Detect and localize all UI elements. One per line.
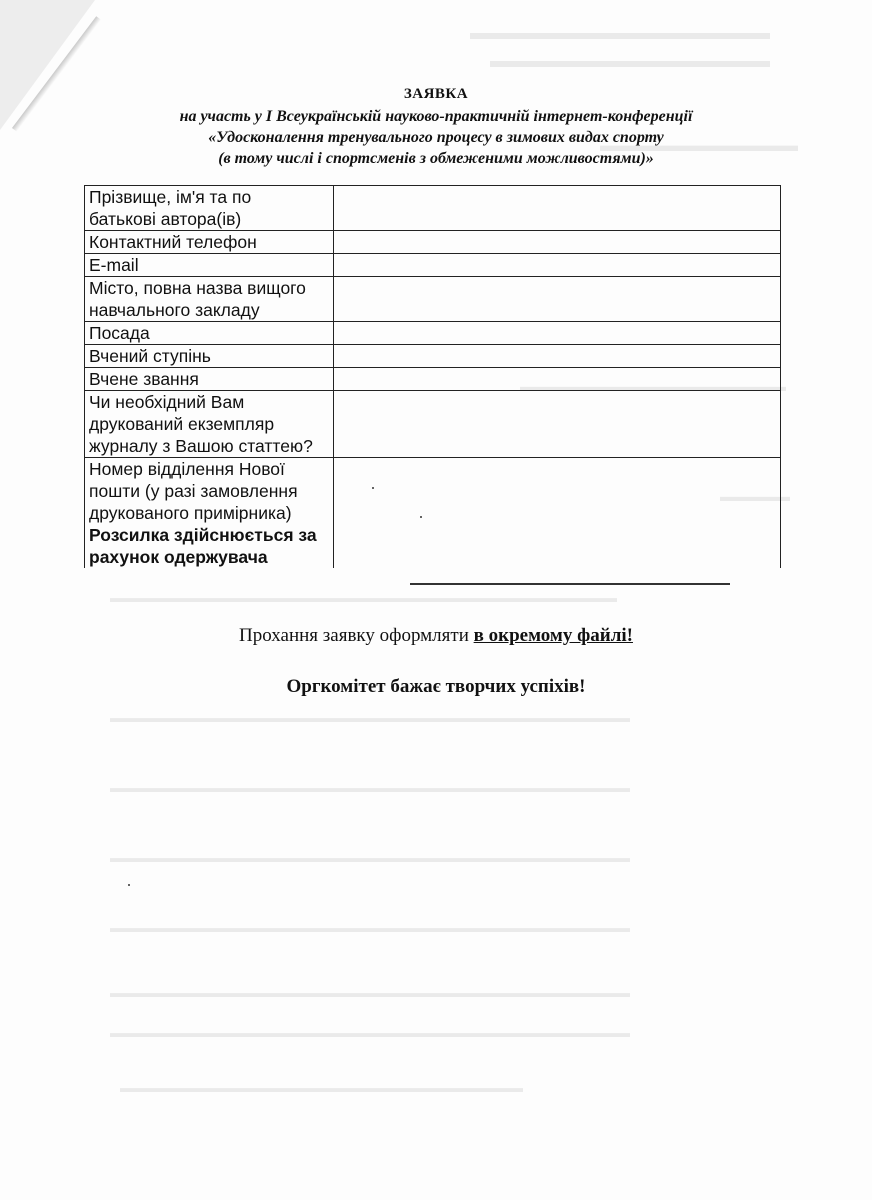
form-row xyxy=(85,368,781,391)
document-subtitle xyxy=(0,106,872,169)
label-line: Посада xyxy=(89,323,150,343)
table-bottom-line xyxy=(410,583,730,585)
label-line: Вчений ступінь xyxy=(89,346,211,366)
label-line: друкований екземпляр xyxy=(89,414,275,434)
document-title: ЗАЯВКА xyxy=(403,86,469,102)
subtitle-line: (в тому числі і спортсменів з обмеженими можливостями)» xyxy=(218,150,654,167)
speck xyxy=(420,516,422,518)
label-line: Прізвище, ім'я та по xyxy=(89,187,252,207)
speck xyxy=(128,884,130,886)
field-label xyxy=(85,254,334,277)
label-line: друкованого примірника) xyxy=(89,503,292,523)
label-line: пошти (у разі замовлення xyxy=(89,481,298,501)
field-label xyxy=(85,391,334,458)
shipping-note-line: рахунок одержувача xyxy=(89,547,268,567)
city-university-field[interactable] xyxy=(334,277,781,322)
file-instruction xyxy=(0,625,872,647)
academic-title-field[interactable] xyxy=(334,368,781,391)
academic-degree-field[interactable] xyxy=(334,345,781,368)
form-row xyxy=(85,322,781,345)
label-line: навчального закладу xyxy=(89,300,260,320)
author-name-field[interactable] xyxy=(334,186,781,231)
form-row xyxy=(85,231,781,254)
phone-field[interactable] xyxy=(334,231,781,254)
application-form-table xyxy=(84,185,781,568)
email-field[interactable] xyxy=(334,254,781,277)
label-line: Чи необхідний Вам xyxy=(89,392,245,412)
field-label xyxy=(85,368,334,391)
form-row xyxy=(85,391,781,458)
field-label xyxy=(85,231,334,254)
form-row xyxy=(85,277,781,322)
label-line: Місто, повна назва вищого xyxy=(89,278,306,298)
field-label xyxy=(85,345,334,368)
field-label xyxy=(85,277,334,322)
subtitle-line: «Удосконалення тренувального процесу в зимових видах спорту xyxy=(208,129,664,146)
label-line: E-mail xyxy=(89,255,139,275)
form-row xyxy=(85,458,781,569)
form-row xyxy=(85,254,781,277)
field-label xyxy=(85,186,334,231)
nova-poshta-branch-field[interactable] xyxy=(334,458,781,569)
position-field[interactable] xyxy=(334,322,781,345)
label-line: журналу з Вашою статтею? xyxy=(89,436,313,456)
shipping-note-line: Розсилка здійснюється за xyxy=(89,525,317,545)
subtitle-line: на участь у І Всеукраїнській науково-практичній інтернет-конференції xyxy=(179,108,693,125)
label-line: Контактний телефон xyxy=(89,232,257,252)
label-line: Номер відділення Нової xyxy=(89,459,285,479)
field-label xyxy=(85,458,334,569)
label-line: батькові автора(ів) xyxy=(89,209,242,229)
label-line: Вчене звання xyxy=(89,369,199,389)
instruction-text: Прохання заявку оформляти xyxy=(239,625,474,646)
speck xyxy=(372,487,374,489)
field-label xyxy=(85,322,334,345)
printed-copy-field[interactable] xyxy=(334,391,781,458)
form-row xyxy=(85,186,781,231)
document-page: ▬▬▬▬▬▬▬▬▬▬▬▬▬▬▬ ▬▬▬▬▬▬▬▬▬▬▬▬▬▬ ▬▬▬▬▬▬▬▬▬▬▬ ▬▬▬▬▬▬▬▬▬▬▬▬▬▬▬▬▬▬▬ ▬▬▬▬▬ ▬▬▬▬▬▬▬▬▬▬▬▬▬▬▬▬▬▬▬▬▬▬▬▬▬▬▬▬▬▬▬▬▬▬▬▬▬▬▬ ▬▬▬▬▬▬▬▬▬▬▬▬▬▬▬▬▬▬▬▬▬▬▬▬▬▬▬▬▬▬▬▬▬▬▬▬▬▬▬▬ ▬▬▬▬▬▬▬▬▬▬▬▬▬▬▬▬▬▬▬▬▬▬▬▬▬▬▬▬▬▬▬▬▬▬▬▬▬▬▬▬ ▬▬▬▬▬▬▬▬▬▬▬▬▬▬▬▬▬▬▬▬▬▬▬▬▬▬▬▬▬▬▬▬▬▬▬▬▬▬▬▬ ▬▬▬▬▬▬▬▬▬▬▬▬▬▬▬▬▬▬▬▬▬▬▬▬▬▬▬▬▬▬▬▬▬▬▬▬▬▬▬▬ ▬▬▬▬▬▬▬▬▬▬▬▬▬▬▬▬▬▬▬▬▬▬▬▬▬▬▬▬▬▬▬▬▬▬▬▬▬▬▬▬ ▬▬▬▬▬▬▬▬▬▬▬▬▬▬▬▬▬▬▬▬▬▬▬▬▬▬▬▬▬▬▬▬▬▬▬▬▬▬▬▬ ▬▬▬▬▬▬▬▬▬▬▬▬▬▬▬▬▬▬▬▬▬▬▬▬▬▬▬▬▬▬▬ ЗАЯВКА на участь у І Всеукраїнській науково-практичній інтернет-конференції «Удосконалення тренувального процесу в зимових видах спорту (в тому числі і спортсменів з обмеженими можливостями)» Прізвище, ім'я та по батькові автора(ів) Контактний телефон E-mail Місто, повна назва вищого навчального закладу Посада Вчений ступінь Вчене звання Чи необхідний Вам друкований екземпляр журналу з Вашою статтею? Номер відділення Нової пошти (у разі замовлення друкованого примірника) Розсилка здійснюється за рахунок одержувача Прохання заявку оформляти в окремому файлі! Оргкомітет бажає творчих успіхів! xyxy=(0,0,872,1200)
form-row xyxy=(85,345,781,368)
closing-wish: Оргкомітет бажає творчих успіхів! xyxy=(286,676,586,697)
instruction-emphasis: в окремому файлі! xyxy=(473,625,633,646)
